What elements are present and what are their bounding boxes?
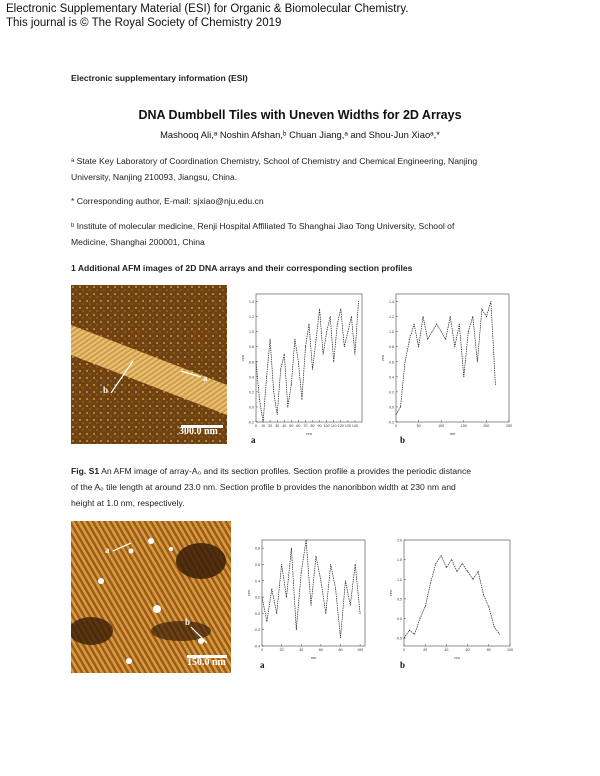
affiliation-b-line2: Medicine, Shanghai 200001, China bbox=[71, 237, 205, 247]
profile-point bbox=[325, 613, 326, 614]
figure-s1-caption-line2: of the A₀ tile length at around 23.0 nm. Section profile b provides the nanoribbon width at 230 nm and bbox=[71, 482, 456, 492]
profile-point bbox=[351, 316, 352, 317]
plot-frame bbox=[396, 294, 509, 422]
y-tick-label: -0.4 bbox=[253, 644, 260, 649]
x-tick-label: 0 bbox=[255, 424, 257, 428]
profile-point bbox=[330, 316, 331, 317]
x-tick-label: 60 bbox=[296, 424, 301, 428]
affiliation-a-line1: ᵃ State Key Laboratory of Coordination Chemistry, School of Chemistry and Chemical Engineering, Nanjing bbox=[71, 156, 478, 166]
x-tick-label: 140 bbox=[351, 424, 358, 428]
profile-point bbox=[319, 309, 320, 310]
profile-point bbox=[483, 595, 484, 596]
x-tick-label: 100 bbox=[438, 424, 445, 428]
y-tick-label: 2.0 bbox=[397, 538, 402, 543]
profile-point bbox=[467, 571, 468, 572]
x-tick-label: 120 bbox=[337, 424, 344, 428]
profile-point bbox=[435, 563, 436, 564]
x-tick-label: 50 bbox=[416, 424, 421, 428]
profile-point bbox=[271, 588, 272, 589]
scale-bar-2-label: 150.0 nm bbox=[187, 657, 226, 668]
profile-point bbox=[277, 414, 278, 415]
paper-title: DNA Dumbbell Tiles with Uneven Widths for 2D Arrays bbox=[138, 108, 462, 122]
profile-point bbox=[414, 324, 415, 325]
figure-s1-caption-line3: height at 1.0 nm, respectively. bbox=[71, 498, 185, 508]
x-tick-label: 60 bbox=[465, 648, 470, 652]
scale-bar-label: 300.0 nm bbox=[179, 426, 218, 437]
figure-s1-caption-line1 bbox=[71, 464, 471, 479]
x-tick-label: 0 bbox=[403, 648, 405, 652]
profile-point bbox=[441, 331, 442, 332]
y-tick-label: 0.8 bbox=[255, 546, 260, 551]
profile-point bbox=[499, 634, 500, 635]
profile-point bbox=[323, 354, 324, 355]
profile-point bbox=[320, 580, 321, 581]
y-tick-label: 0.0 bbox=[397, 617, 402, 622]
y-tick-label: 0.5 bbox=[397, 597, 402, 602]
section-profile-plot-1b bbox=[380, 288, 515, 438]
y-tick-label: 0.0 bbox=[249, 405, 254, 410]
x-tick-label: 30 bbox=[275, 424, 280, 428]
profile-point bbox=[326, 331, 327, 332]
profile-point bbox=[450, 316, 451, 317]
x-tick-label: 0 bbox=[261, 648, 263, 652]
profile-point bbox=[430, 583, 431, 584]
profile-point bbox=[445, 339, 446, 340]
profile-point bbox=[481, 309, 482, 310]
profile-line bbox=[404, 556, 499, 638]
profile-point bbox=[316, 556, 317, 557]
x-tick-label: 80 bbox=[338, 648, 343, 652]
profile-point bbox=[311, 605, 312, 606]
profile-point bbox=[472, 579, 473, 580]
plot-2a-label: a bbox=[260, 660, 265, 670]
x-tick-label: 20 bbox=[268, 424, 273, 428]
profile-point bbox=[477, 361, 478, 362]
profile-point bbox=[330, 564, 331, 565]
y-axis-label: nm bbox=[380, 355, 385, 361]
profile-point bbox=[301, 399, 302, 400]
afm-profile-a-label: a bbox=[203, 373, 208, 383]
profile-point bbox=[256, 361, 257, 362]
profile-line bbox=[396, 302, 495, 415]
profile-point bbox=[294, 339, 295, 340]
afm-image-texture-2 bbox=[71, 521, 231, 673]
plot-2b-label: b bbox=[400, 660, 406, 670]
y-tick-label: 1.4 bbox=[389, 300, 394, 305]
profile-point bbox=[312, 369, 313, 370]
profile-point bbox=[409, 339, 410, 340]
x-tick-label: 20 bbox=[279, 648, 284, 652]
profile-point bbox=[270, 339, 271, 340]
profile-point bbox=[427, 339, 428, 340]
profile-point bbox=[494, 626, 495, 627]
x-tick-label: 50 bbox=[289, 424, 294, 428]
profile-point bbox=[345, 580, 346, 581]
section-profile-plot-1a bbox=[240, 288, 368, 438]
profile-point bbox=[457, 571, 458, 572]
profile-point bbox=[340, 309, 341, 310]
profile-point bbox=[280, 369, 281, 370]
profile-point bbox=[305, 346, 306, 347]
profile-point bbox=[495, 384, 496, 385]
x-tick-label: 70 bbox=[303, 424, 308, 428]
x-tick-label: 80 bbox=[310, 424, 315, 428]
profile-point bbox=[350, 605, 351, 606]
figure-s1-label: Fig. S1 bbox=[71, 466, 100, 476]
profile-point bbox=[355, 564, 356, 565]
profile-point bbox=[441, 555, 442, 556]
profile-point bbox=[309, 324, 310, 325]
plot-1b-label: b bbox=[400, 435, 406, 445]
x-tick-label: 0 bbox=[395, 424, 397, 428]
profile-point bbox=[298, 361, 299, 362]
profile-point bbox=[333, 361, 334, 362]
profile-point bbox=[262, 597, 263, 598]
profile-point bbox=[414, 634, 415, 635]
profile-point bbox=[259, 399, 260, 400]
profile-point bbox=[463, 376, 464, 377]
profile-point bbox=[396, 414, 397, 415]
section-profile-plot-2b bbox=[388, 534, 516, 662]
profile-point bbox=[340, 637, 341, 638]
profile-point bbox=[454, 346, 455, 347]
profile-point bbox=[436, 324, 437, 325]
profile-point bbox=[425, 606, 426, 607]
profile-line bbox=[256, 302, 359, 423]
profile-point bbox=[446, 567, 447, 568]
profile-line bbox=[262, 540, 360, 638]
y-tick-label: 0.2 bbox=[249, 390, 254, 395]
profile-point bbox=[301, 572, 302, 573]
profile-point bbox=[488, 606, 489, 607]
profile-point bbox=[306, 540, 307, 541]
afm2-profile-b-label: b bbox=[185, 617, 191, 627]
profile-point bbox=[276, 613, 277, 614]
profile-point bbox=[266, 621, 267, 622]
x-tick-label: 150 bbox=[460, 424, 467, 428]
y-tick-label: 0.2 bbox=[389, 390, 394, 395]
afm-image-texture bbox=[71, 285, 227, 444]
y-tick-label: 0.0 bbox=[255, 611, 260, 616]
profile-point bbox=[347, 331, 348, 332]
profile-point bbox=[284, 354, 285, 355]
figure-s1-caption-text: An AFM image of array-A₀ and its section profiles. Section profile a provides the periodic distance bbox=[99, 466, 472, 476]
affiliation-a-line2: University, Nanjing 210093, Jiangsu, China. bbox=[71, 172, 238, 182]
y-axis-label: nm bbox=[246, 590, 251, 596]
x-tick-label: 20 bbox=[423, 648, 428, 652]
profile-point bbox=[344, 346, 345, 347]
profile-point bbox=[400, 406, 401, 407]
x-axis-label: nm bbox=[306, 431, 312, 436]
profile-point bbox=[287, 406, 288, 407]
y-tick-label: 0.4 bbox=[249, 375, 254, 380]
profile-point bbox=[273, 391, 274, 392]
plot-frame bbox=[262, 540, 365, 646]
x-tick-label: 40 bbox=[444, 648, 449, 652]
y-tick-label: 0.6 bbox=[255, 562, 260, 567]
x-axis-label: nm bbox=[310, 655, 317, 660]
afm2-profile-a-label: a bbox=[105, 545, 110, 555]
x-axis-label: nm bbox=[454, 655, 460, 660]
y-tick-label: 1.2 bbox=[389, 315, 394, 320]
afm-image-array-2 bbox=[71, 521, 231, 673]
profile-point bbox=[432, 331, 433, 332]
y-tick-label: 0.4 bbox=[255, 579, 260, 584]
y-tick-label: 1.0 bbox=[397, 577, 402, 582]
profile-point bbox=[419, 618, 420, 619]
profile-point bbox=[291, 548, 292, 549]
profile-point bbox=[358, 301, 359, 302]
x-tick-label: 60 bbox=[318, 648, 323, 652]
profile-point bbox=[490, 301, 491, 302]
profile-point bbox=[404, 638, 405, 639]
x-tick-label: 250 bbox=[506, 424, 512, 428]
profile-point bbox=[266, 376, 267, 377]
plot-frame bbox=[256, 294, 362, 422]
profile-point bbox=[316, 339, 317, 340]
plot-frame bbox=[404, 540, 510, 646]
x-tick-label: 10 bbox=[261, 424, 266, 428]
y-tick-label: 0.6 bbox=[249, 360, 254, 365]
x-tick-label: 80 bbox=[486, 648, 491, 652]
journal-header-line2: This journal is © The Royal Society of Chemistry 2019 bbox=[6, 17, 282, 29]
x-tick-label: 100 bbox=[507, 648, 513, 652]
x-tick-label: 130 bbox=[344, 424, 351, 428]
plot-1a-label: a bbox=[251, 435, 256, 445]
esi-label: Electronic supplementary information (ESI) bbox=[71, 73, 248, 83]
profile-point bbox=[409, 630, 410, 631]
affiliation-b-line1: ᵇ Institute of molecular medicine, Renji Hospital Affiliated To Shanghai Jiao Tong University, School of bbox=[71, 221, 455, 231]
profile-point bbox=[286, 597, 287, 598]
profile-point bbox=[423, 316, 424, 317]
y-tick-label: -0.2 bbox=[387, 420, 394, 425]
y-tick-label: 0.2 bbox=[255, 595, 260, 600]
x-tick-label: 200 bbox=[483, 424, 490, 428]
profile-point bbox=[468, 331, 469, 332]
y-tick-label: 1.5 bbox=[397, 558, 402, 563]
profile-point bbox=[451, 559, 452, 560]
afm-profile-b-label: b bbox=[103, 385, 109, 395]
profile-point bbox=[472, 316, 473, 317]
profile-point bbox=[335, 588, 336, 589]
profile-point bbox=[354, 354, 355, 355]
profile-point bbox=[263, 422, 264, 423]
profile-point bbox=[296, 629, 297, 630]
profile-point bbox=[281, 564, 282, 565]
section-profile-plot-2a bbox=[246, 534, 371, 662]
y-tick-label: -0.5 bbox=[395, 636, 402, 641]
x-tick-label: 40 bbox=[299, 648, 304, 652]
profile-point bbox=[418, 346, 419, 347]
y-tick-label: 0.6 bbox=[389, 360, 394, 365]
y-tick-label: 1.0 bbox=[249, 330, 254, 335]
x-tick-label: 40 bbox=[282, 424, 287, 428]
profile-point bbox=[337, 324, 338, 325]
profile-point bbox=[459, 324, 460, 325]
corresponding-author: * Corresponding author, E-mail: sjxiao@nju.edu.cn bbox=[71, 196, 264, 206]
profile-point bbox=[478, 571, 479, 572]
y-tick-label: 1.4 bbox=[249, 300, 254, 305]
afm-image-array-a0 bbox=[71, 285, 227, 444]
section-heading: 1 Additional AFM images of 2D DNA arrays and their corresponding section profiles bbox=[71, 263, 413, 273]
y-tick-label: 0.0 bbox=[389, 405, 394, 410]
y-tick-label: 0.4 bbox=[389, 375, 394, 380]
y-tick-label: 0.8 bbox=[249, 345, 254, 350]
y-tick-label: -0.2 bbox=[253, 628, 260, 633]
profile-point bbox=[462, 563, 463, 564]
y-tick-label: 1.0 bbox=[389, 330, 394, 335]
profile-point bbox=[360, 613, 361, 614]
x-tick-label: 100 bbox=[323, 424, 330, 428]
y-tick-label: 0.8 bbox=[389, 345, 394, 350]
x-tick-label: 100 bbox=[357, 648, 364, 652]
journal-header-line1: Electronic Supplementary Material (ESI) for Organic & Biomolecular Chemistry. bbox=[6, 3, 409, 15]
profile-point bbox=[405, 361, 406, 362]
y-tick-label: -0.2 bbox=[247, 420, 254, 425]
x-axis-label: nm bbox=[449, 431, 456, 436]
profile-point bbox=[486, 316, 487, 317]
author-list: Mashooq Ali,ᵃ Noshin Afshan,ᵇ Chuan Jiang,ᵃ and Shou-Jun Xiaoᵃ,* bbox=[160, 129, 440, 140]
profile-point bbox=[291, 384, 292, 385]
y-axis-label: nm bbox=[388, 590, 393, 596]
x-tick-label: 90 bbox=[317, 424, 322, 428]
y-axis-label: nm bbox=[240, 355, 245, 361]
y-tick-label: 1.2 bbox=[249, 315, 254, 320]
x-tick-label: 110 bbox=[330, 424, 337, 428]
